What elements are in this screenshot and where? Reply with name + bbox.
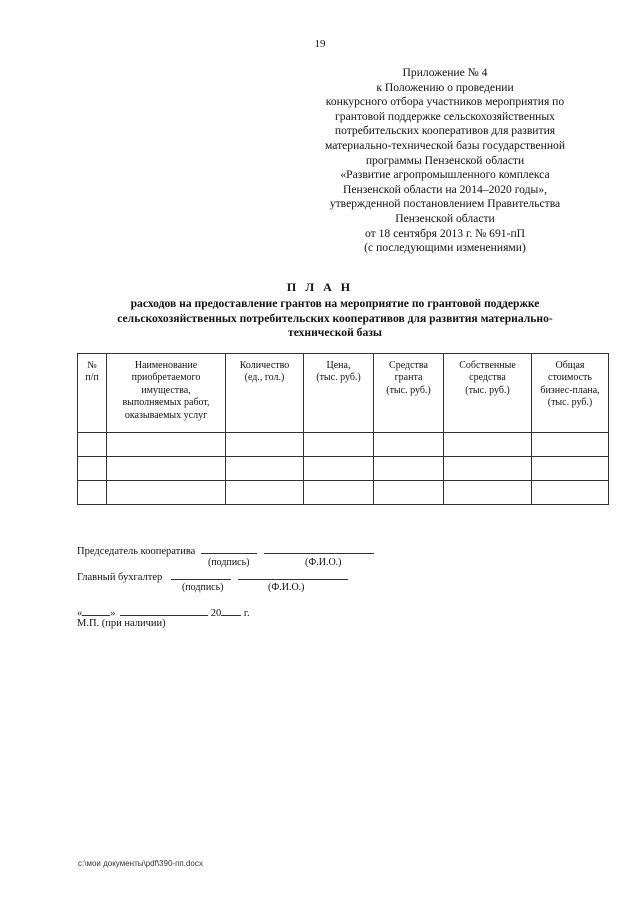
table-header-row <box>78 354 609 433</box>
table-cell[interactable] <box>444 433 532 457</box>
expense-plan-table <box>77 353 609 505</box>
table-cell[interactable] <box>532 457 609 481</box>
table-cell[interactable] <box>78 457 107 481</box>
date-row <box>77 605 250 619</box>
header-cell-price: Цена, (тыс. руб.) <box>304 354 374 433</box>
plan-subtitle <box>90 297 580 341</box>
plan-title: П Л А Н <box>286 280 354 294</box>
header-cell-grant-funds: Средства гранта (тыс. руб.) <box>374 354 444 433</box>
date-year-field[interactable] <box>221 605 241 616</box>
table-cell[interactable] <box>532 433 609 457</box>
appendix-line: грантовой поддержке сельскохозяйственных <box>335 109 555 123</box>
page-number: 19 <box>314 38 326 50</box>
table-cell[interactable] <box>78 433 107 457</box>
plan-subtitle-line: расходов на предоставление грантов на мероприятие по грантовой поддержке <box>130 297 540 310</box>
plan-subtitle-line: сельскохозяйственных потребительских кооперативов для развития материально- <box>117 311 553 325</box>
chairman-signature-field[interactable] <box>201 543 257 554</box>
appendix-line: потребительских кооперативов для развития <box>334 124 556 138</box>
header-cell-own-funds: Собственные средства (тыс. руб.) <box>444 354 532 433</box>
table-row <box>78 457 609 481</box>
header-cell-total-cost: Общая стоимость бизнес-плана, (тыс. руб.) <box>532 354 609 433</box>
accountant-name-field[interactable] <box>238 569 348 580</box>
appendix-line: от 18 сентября 2013 г. № 691-пП <box>364 226 526 240</box>
appendix-line: материально-технической базы государственной <box>324 138 566 152</box>
table-cell[interactable] <box>78 481 107 505</box>
table-cell[interactable] <box>304 433 374 457</box>
accountant-name-caption: (Ф.И.О.) <box>268 582 305 593</box>
appendix-line: программы Пензенской области <box>365 153 525 167</box>
date-year-prefix: 20 <box>210 608 222 619</box>
table-row <box>78 433 609 457</box>
table-cell[interactable] <box>444 457 532 481</box>
table-cell[interactable] <box>107 481 226 505</box>
appendix-line: к Положению о проведении <box>376 80 514 94</box>
appendix-line: «Развитие агропромышленного комплекса <box>340 168 550 182</box>
chairman-name-field[interactable] <box>264 543 374 554</box>
date-quote-open: « <box>77 608 83 619</box>
table-cell[interactable] <box>374 481 444 505</box>
table-cell[interactable] <box>226 481 304 505</box>
appendix-line: (с последующими изменениями) <box>364 241 526 255</box>
footer-file-path: c:\мои документы\pdf\390-пп.docx <box>78 859 203 868</box>
plan-subtitle-line: технической базы <box>288 326 382 340</box>
accountant-label: Главный бухгалтер <box>77 572 163 583</box>
chairman-signature-caption: (подпись) <box>208 557 250 568</box>
table-cell[interactable] <box>374 433 444 457</box>
date-month-field[interactable] <box>120 605 208 616</box>
table-row <box>78 481 609 505</box>
date-suffix: г. <box>243 608 250 619</box>
table-cell[interactable] <box>107 433 226 457</box>
header-cell-quantity: Количество (ед., гол.) <box>226 354 304 433</box>
header-cell-number: № п/п <box>78 354 107 433</box>
table-cell[interactable] <box>304 481 374 505</box>
appendix-block <box>300 66 590 256</box>
table-cell[interactable] <box>226 457 304 481</box>
table-cell[interactable] <box>444 481 532 505</box>
table-cell[interactable] <box>374 457 444 481</box>
table-cell[interactable] <box>304 457 374 481</box>
appendix-line: Пензенской области на 2014–2020 годы», <box>342 182 548 196</box>
table-cell[interactable] <box>226 433 304 457</box>
table-cell[interactable] <box>532 481 609 505</box>
accountant-signature-row <box>77 569 348 583</box>
appendix-line: Приложение № 4 <box>402 66 488 79</box>
chairman-signature-row <box>77 543 374 557</box>
accountant-signature-caption: (подпись) <box>182 582 224 593</box>
date-day-field[interactable] <box>82 605 110 616</box>
date-quote-close: » <box>110 608 116 619</box>
table-cell[interactable] <box>107 457 226 481</box>
chairman-name-caption: (Ф.И.О.) <box>305 557 342 568</box>
chairman-label: Председатель кооператива <box>77 546 196 557</box>
appendix-line: Пензенской области <box>395 211 495 225</box>
appendix-line: конкурсного отбора участников мероприятия по <box>325 95 565 109</box>
header-cell-item-name: Наименование приобретаемого имущества, выполняемых работ, оказываемых услуг <box>107 354 226 433</box>
accountant-signature-field[interactable] <box>171 569 231 580</box>
appendix-line: утвержденной постановлением Правительства <box>329 197 561 211</box>
stamp-note: М.П. (при наличии) <box>77 618 166 629</box>
